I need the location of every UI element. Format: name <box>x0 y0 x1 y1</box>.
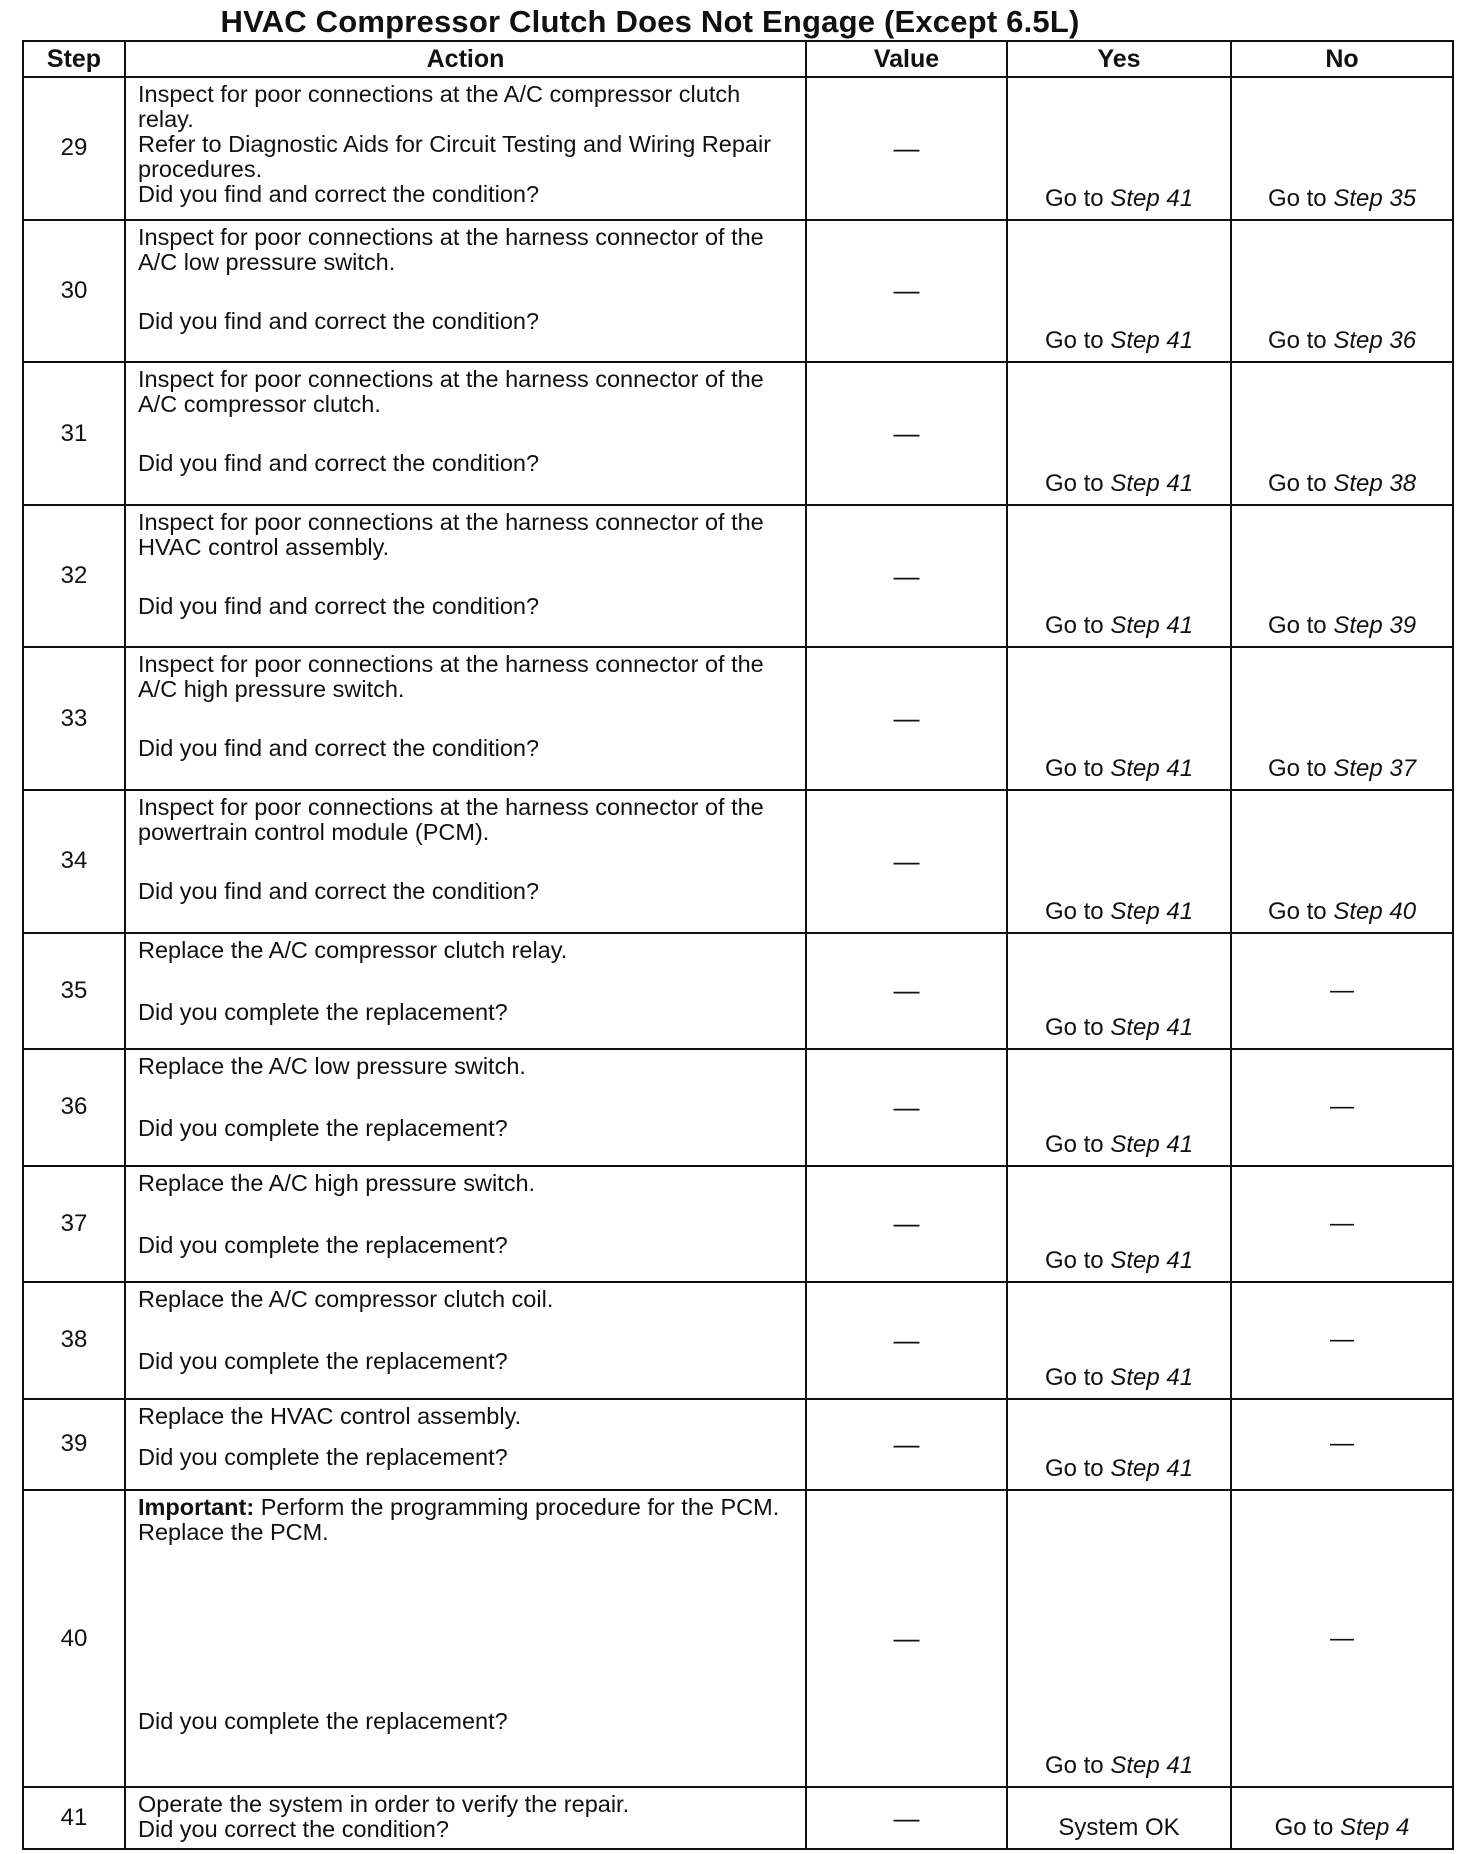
step-ref: 41 <box>1166 612 1194 640</box>
value-cell: — <box>806 1787 1007 1849</box>
action-cell <box>125 1787 806 1849</box>
value-cell: — <box>806 1282 1007 1398</box>
go-to-label: Go to <box>1044 612 1111 640</box>
step-number: 34 <box>23 790 125 933</box>
action-question: Did you find and correct the condition? <box>138 592 540 619</box>
action-content <box>138 938 797 1025</box>
action-cell <box>125 362 806 505</box>
step-ref: 39 <box>1389 612 1417 640</box>
step-word: Step <box>1110 897 1160 925</box>
action-question: Did you find and correct the condition? <box>138 450 540 477</box>
action-line: Inspect for poor connections at the harness connector of the A/C compressor clutch. <box>138 366 764 418</box>
action-instructions <box>138 652 797 702</box>
action-content <box>138 652 797 761</box>
step-word: Step <box>1339 1814 1390 1841</box>
step-word: Step <box>1110 327 1160 355</box>
value-cell: — <box>806 1490 1007 1787</box>
go-to-label: Go to <box>1044 1752 1111 1780</box>
value-cell: — <box>806 1166 1007 1282</box>
go-to-label: Go to <box>1044 755 1111 783</box>
step-ref: 41 <box>1166 1014 1194 1042</box>
action-line: Inspect for poor connections at the harness connector of the A/C low pressure switch. <box>138 223 764 275</box>
action-question: Did you correct the condition? <box>138 1816 449 1843</box>
yes-cell <box>1007 220 1231 363</box>
step-ref: 37 <box>1389 755 1417 783</box>
step-ref: 41 <box>1166 1130 1194 1158</box>
value-cell: — <box>806 790 1007 933</box>
header-action: Action <box>125 41 806 77</box>
header-no: No <box>1231 41 1453 77</box>
table-row <box>23 1049 1453 1165</box>
step-ref: 41 <box>1166 897 1194 925</box>
action-instructions <box>138 510 797 560</box>
action-cell <box>125 77 806 220</box>
go-to-label: Go to <box>1044 469 1111 497</box>
action-question: Did you complete the replacement? <box>138 1708 508 1735</box>
step-word: Step <box>1333 897 1383 925</box>
step-number: 38 <box>23 1282 125 1398</box>
go-to-label: Go to <box>1044 327 1111 355</box>
action-line: Operate the system in order to verify the repair. <box>138 1791 630 1818</box>
step-word: Step <box>1110 469 1160 497</box>
action-question: Did you find and correct the condition? <box>138 307 540 334</box>
step-number: 41 <box>23 1787 125 1849</box>
yes-cell <box>1007 647 1231 790</box>
header-yes: Yes <box>1007 41 1231 77</box>
action-instructions <box>138 795 797 845</box>
step-number: 40 <box>23 1490 125 1787</box>
step-ref: 41 <box>1166 1455 1194 1483</box>
action-instructions <box>138 1792 797 1817</box>
step-ref: 41 <box>1166 327 1194 355</box>
no-cell <box>1231 77 1453 220</box>
header-step: Step <box>23 41 125 77</box>
table-row <box>23 1282 1453 1398</box>
step-number: 39 <box>23 1399 125 1491</box>
step-number: 33 <box>23 647 125 790</box>
go-to-label: Go to <box>1044 1014 1111 1042</box>
action-line: Replace the PCM. <box>138 1519 329 1546</box>
go-to-label: Go to <box>1044 1130 1111 1158</box>
no-cell <box>1231 647 1453 790</box>
yes-cell <box>1007 1049 1231 1165</box>
action-question: Did you complete the replacement? <box>138 998 508 1025</box>
value-cell: — <box>806 647 1007 790</box>
action-cell <box>125 1282 806 1398</box>
no-cell <box>1231 505 1453 648</box>
table-row <box>23 790 1453 933</box>
yes-cell <box>1007 1166 1231 1282</box>
go-to-label: Go to <box>1044 1363 1111 1391</box>
table-row <box>23 1490 1453 1787</box>
action-cell <box>125 505 806 648</box>
step-word: Step <box>1333 184 1383 212</box>
step-word: Step <box>1333 327 1383 355</box>
step-word: Step <box>1333 755 1383 783</box>
action-question: Did you find and correct the condition? <box>138 878 540 905</box>
action-content <box>138 1287 797 1374</box>
action-content <box>138 1495 797 1734</box>
go-to-label: Go to <box>1044 1247 1111 1275</box>
action-cell <box>125 790 806 933</box>
value-cell: — <box>806 1049 1007 1165</box>
step-word: Step <box>1110 1363 1160 1391</box>
table-row <box>23 647 1453 790</box>
action-cell <box>125 1166 806 1282</box>
important-note <box>138 1495 797 1520</box>
value-cell: — <box>806 505 1007 648</box>
step-number: 37 <box>23 1166 125 1282</box>
yes-cell <box>1007 1490 1231 1787</box>
action-line: Replace the A/C compressor clutch relay. <box>138 936 568 963</box>
yes-cell <box>1007 362 1231 505</box>
no-cell: — <box>1231 1049 1453 1165</box>
yes-cell <box>1007 1282 1231 1398</box>
step-number: 29 <box>23 77 125 220</box>
go-to-label: Go to <box>1267 612 1334 640</box>
step-word: Step <box>1333 469 1383 497</box>
go-to-label: Go to <box>1044 897 1111 925</box>
step-ref: 41 <box>1166 469 1194 497</box>
table-row <box>23 933 1453 1049</box>
no-cell: — <box>1231 1490 1453 1787</box>
step-ref: 4 <box>1396 1814 1410 1841</box>
value-cell: — <box>806 933 1007 1049</box>
table-row <box>23 77 1453 220</box>
step-word: Step <box>1333 612 1383 640</box>
action-instructions <box>138 225 797 275</box>
action-content <box>138 367 797 476</box>
action-content <box>138 510 797 619</box>
step-number: 30 <box>23 220 125 363</box>
step-ref: 40 <box>1389 897 1417 925</box>
diagnostic-table <box>22 40 1454 1850</box>
step-ref: 41 <box>1166 1752 1194 1780</box>
yes-cell <box>1007 1399 1231 1491</box>
table-row <box>23 220 1453 363</box>
action-line: Replace the HVAC control assembly. <box>138 1402 522 1429</box>
action-instructions <box>138 938 797 963</box>
action-instructions <box>138 1171 797 1196</box>
go-to-label: Go to <box>1267 327 1334 355</box>
step-ref: 36 <box>1389 327 1417 355</box>
action-instructions <box>138 82 797 182</box>
no-cell <box>1231 220 1453 363</box>
action-content <box>138 1791 797 1843</box>
step-word: Step <box>1110 1130 1160 1158</box>
step-number: 31 <box>23 362 125 505</box>
step-number: 32 <box>23 505 125 648</box>
go-to-label: Go to <box>1274 1814 1340 1841</box>
value-cell: — <box>806 1399 1007 1491</box>
step-word: Step <box>1110 612 1160 640</box>
action-instructions <box>138 1404 797 1429</box>
action-line: Inspect for poor connections at the harness connector of the powertrain control module (PCM). <box>138 794 764 846</box>
table-row <box>23 1787 1453 1849</box>
go-to-label: Go to <box>1267 469 1334 497</box>
step-ref: 38 <box>1389 469 1417 497</box>
action-cell <box>125 1490 806 1787</box>
step-ref: 41 <box>1166 1363 1194 1391</box>
action-instructions <box>138 1495 797 1545</box>
action-instructions <box>138 1287 797 1312</box>
step-number: 36 <box>23 1049 125 1165</box>
no-cell: — <box>1231 1282 1453 1398</box>
step-word: Step <box>1110 1752 1160 1780</box>
step-ref: 35 <box>1389 184 1417 212</box>
yes-cell: System OK <box>1007 1787 1231 1849</box>
action-instructions <box>138 367 797 417</box>
yes-cell <box>1007 505 1231 648</box>
yes-cell <box>1007 933 1231 1049</box>
important-text: Perform the programming procedure for the PCM. <box>254 1494 780 1521</box>
action-content <box>138 1054 797 1141</box>
go-to-label: Go to <box>1267 184 1334 212</box>
action-line: Inspect for poor connections at the A/C compressor clutch relay. <box>138 81 741 132</box>
step-ref: 41 <box>1166 755 1194 783</box>
value-cell: — <box>806 362 1007 505</box>
no-cell <box>1231 1787 1453 1849</box>
header-value: Value <box>806 41 1007 77</box>
no-cell <box>1231 790 1453 933</box>
step-word: Step <box>1110 1247 1160 1275</box>
table-row <box>23 505 1453 648</box>
header-row <box>23 41 1453 77</box>
action-question: Did you find and correct the condition? <box>138 181 540 207</box>
table-row <box>23 1166 1453 1282</box>
no-cell: — <box>1231 933 1453 1049</box>
action-line: Refer to Diagnostic Aids for Circuit Testing and Wiring Repair procedures. <box>138 131 772 182</box>
action-cell <box>125 220 806 363</box>
step-ref: 41 <box>1166 1247 1194 1275</box>
value-cell: — <box>806 220 1007 363</box>
step-number: 35 <box>23 933 125 1049</box>
action-line: Replace the A/C low pressure switch. <box>138 1053 526 1080</box>
step-ref: 41 <box>1166 184 1194 212</box>
go-to-label: Go to <box>1267 755 1334 783</box>
no-cell <box>1231 362 1453 505</box>
step-word: Step <box>1110 184 1160 212</box>
yes-cell <box>1007 790 1231 933</box>
action-question: Did you find and correct the condition? <box>138 735 540 762</box>
no-cell: — <box>1231 1399 1453 1491</box>
step-word: Step <box>1110 1455 1160 1483</box>
action-cell <box>125 1399 806 1491</box>
action-question: Did you complete the replacement? <box>138 1115 508 1142</box>
action-question: Did you complete the replacement? <box>138 1443 508 1470</box>
important-label: Important: <box>138 1494 255 1521</box>
yes-cell <box>1007 77 1231 220</box>
value-cell: — <box>806 77 1007 220</box>
no-cell: — <box>1231 1166 1453 1282</box>
action-cell <box>125 647 806 790</box>
action-question: Did you complete the replacement? <box>138 1348 508 1375</box>
action-cell <box>125 933 806 1049</box>
action-content <box>138 225 797 334</box>
action-line: Replace the A/C high pressure switch. <box>138 1169 536 1196</box>
action-question: Did you complete the replacement? <box>138 1231 508 1258</box>
table-row <box>23 1399 1453 1491</box>
action-content <box>138 81 797 207</box>
action-content <box>138 1171 797 1258</box>
step-word: Step <box>1110 1014 1160 1042</box>
go-to-label: Go to <box>1044 1455 1111 1483</box>
action-line: Inspect for poor connections at the harness connector of the HVAC control assembly. <box>138 508 764 560</box>
step-word: Step <box>1110 755 1160 783</box>
action-content <box>138 795 797 904</box>
action-instructions <box>138 1054 797 1079</box>
page-title: HVAC Compressor Clutch Does Not Engage (Except 6.5L) <box>220 4 1080 39</box>
table-row <box>23 362 1453 505</box>
action-cell <box>125 1049 806 1165</box>
go-to-label: Go to <box>1044 184 1111 212</box>
action-line: Inspect for poor connections at the harness connector of the A/C high pressure switch. <box>138 651 764 703</box>
go-to-label: Go to <box>1267 897 1334 925</box>
action-content <box>138 1404 797 1470</box>
action-line: Replace the A/C compressor clutch coil. <box>138 1286 554 1313</box>
